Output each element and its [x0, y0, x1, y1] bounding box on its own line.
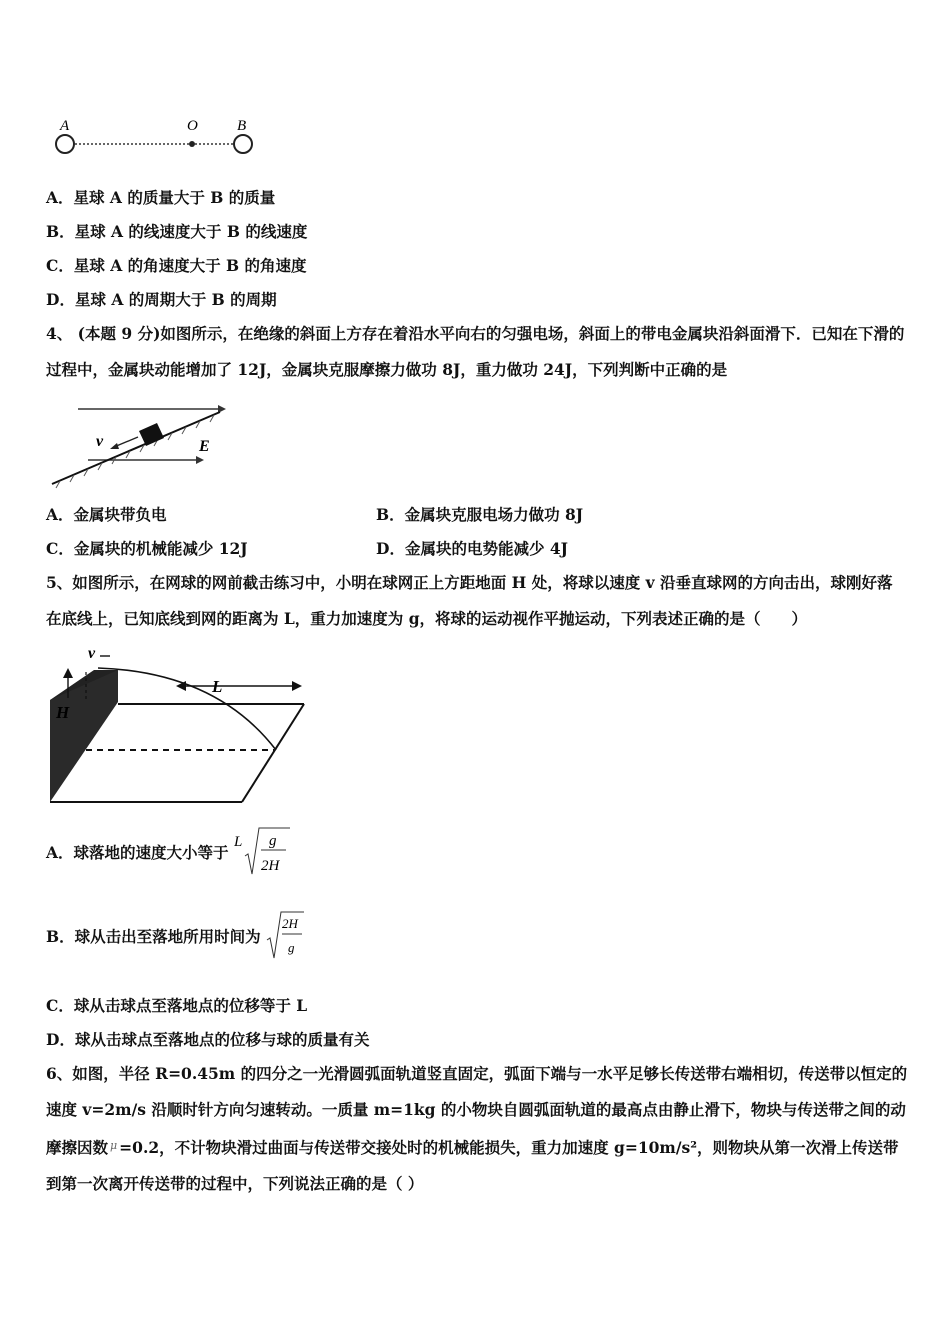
- label-a: A: [60, 118, 70, 134]
- q3-option-a: A．星球 A 的质量大于 B 的质量: [46, 188, 276, 207]
- label-e: E: [199, 438, 210, 455]
- q4-option-b: B．金属块克服电场力做功 8J: [376, 505, 584, 524]
- svg-text:L: L: [233, 834, 243, 850]
- q4-stem: 4、 (本题 9 分)如图所示，在绝缘的斜面上方存在着沿水平向右的匀强电场，斜面上的带电金属块沿斜面滑下．已知在下滑的过程中，金属块动能增加了 12J，金属块克服摩擦力做功 8J，重力做功 24J，下列判断中正确的是: [46, 324, 905, 379]
- q5-option-b-text: B．球从击出至落地所用时间为: [46, 927, 261, 946]
- label-h: H: [56, 703, 70, 722]
- incline-surface: [52, 412, 220, 484]
- ball-trajectory: [98, 668, 276, 750]
- q3-option-c: C．星球 A 的角速度大于 B 的角速度: [46, 256, 307, 275]
- label-l: L: [212, 677, 223, 696]
- q5-stem: 5、如图所示，在网球的网前截击练习中，小明在球网正上方距地面 H 处，将球以速度 v 沿垂直球网的方向击出，球刚好落在底线上，已知底线到网的距离为 L，重力加速度为 g，将球的运动视作平抛运动，下列表述正确的是（ ）: [46, 573, 893, 628]
- svg-text:2H: 2H: [282, 916, 298, 931]
- svg-text:g: g: [288, 940, 295, 955]
- formula-sqrt-2h-over-g: [266, 910, 306, 962]
- label-v: v: [96, 433, 104, 450]
- figure-tennis: [46, 642, 308, 808]
- figure-stars-ab: [48, 112, 263, 160]
- q3-option-b: B．星球 A 的线速度大于 B 的线速度: [46, 222, 308, 241]
- q5-option-a: [46, 826, 292, 878]
- label-v: v: [88, 645, 96, 662]
- q6-stem: [46, 1056, 908, 1202]
- q3-option-d: D．星球 A 的周期大于 B 的周期: [46, 290, 277, 309]
- q6-stem-part1: 6、如图，半径 R=0.45m 的四分之一光滑圆弧面轨道竖直固定，弧面下端与一水平足够长传送带右端相切，传送带以恒定的速度 v=2m/s 沿顺时针方向匀速转动。一质量 m=1kg 的小物块自圆弧面轨道的最高点由静止滑下，物块与传送带之间的动摩擦因数: [46, 1064, 908, 1157]
- metal-block: [139, 423, 164, 446]
- svg-text:g: g: [268, 833, 277, 849]
- q4-option-d: D．金属块的电势能减少 4J: [376, 539, 568, 558]
- star-b: [234, 135, 252, 153]
- q5-option-c: C．球从击球点至落地点的位移等于 L: [46, 996, 308, 1015]
- label-o: O: [187, 118, 198, 134]
- figure-incline: [46, 404, 231, 494]
- q5-option-a-text: A．球落地的速度大小等于: [46, 843, 229, 862]
- label-b: B: [237, 118, 247, 134]
- svg-text:2H: 2H: [260, 858, 280, 874]
- formula-l-sqrt-g-over-2h: [234, 826, 292, 878]
- q5-option-d: D．球从击球点至落地点的位移与球的质量有关: [46, 1030, 370, 1049]
- center-o: [189, 141, 195, 147]
- q5-option-b: [46, 910, 306, 962]
- q6-stem-part2: =0.2，不计物块滑过曲面与传送带交接处时的机械能损失，重力加速度 g=10m/s²，则物块从第一次滑上传送带到第一次离开传送带的过程中，下列说法正确的是（ ）: [46, 1138, 899, 1193]
- q4-option-a: A．金属块带负电: [46, 505, 167, 524]
- star-a: [56, 135, 74, 153]
- q4-option-c: C．金属块的机械能减少 12J: [46, 539, 248, 558]
- mu-symbol: μ: [110, 1139, 118, 1152]
